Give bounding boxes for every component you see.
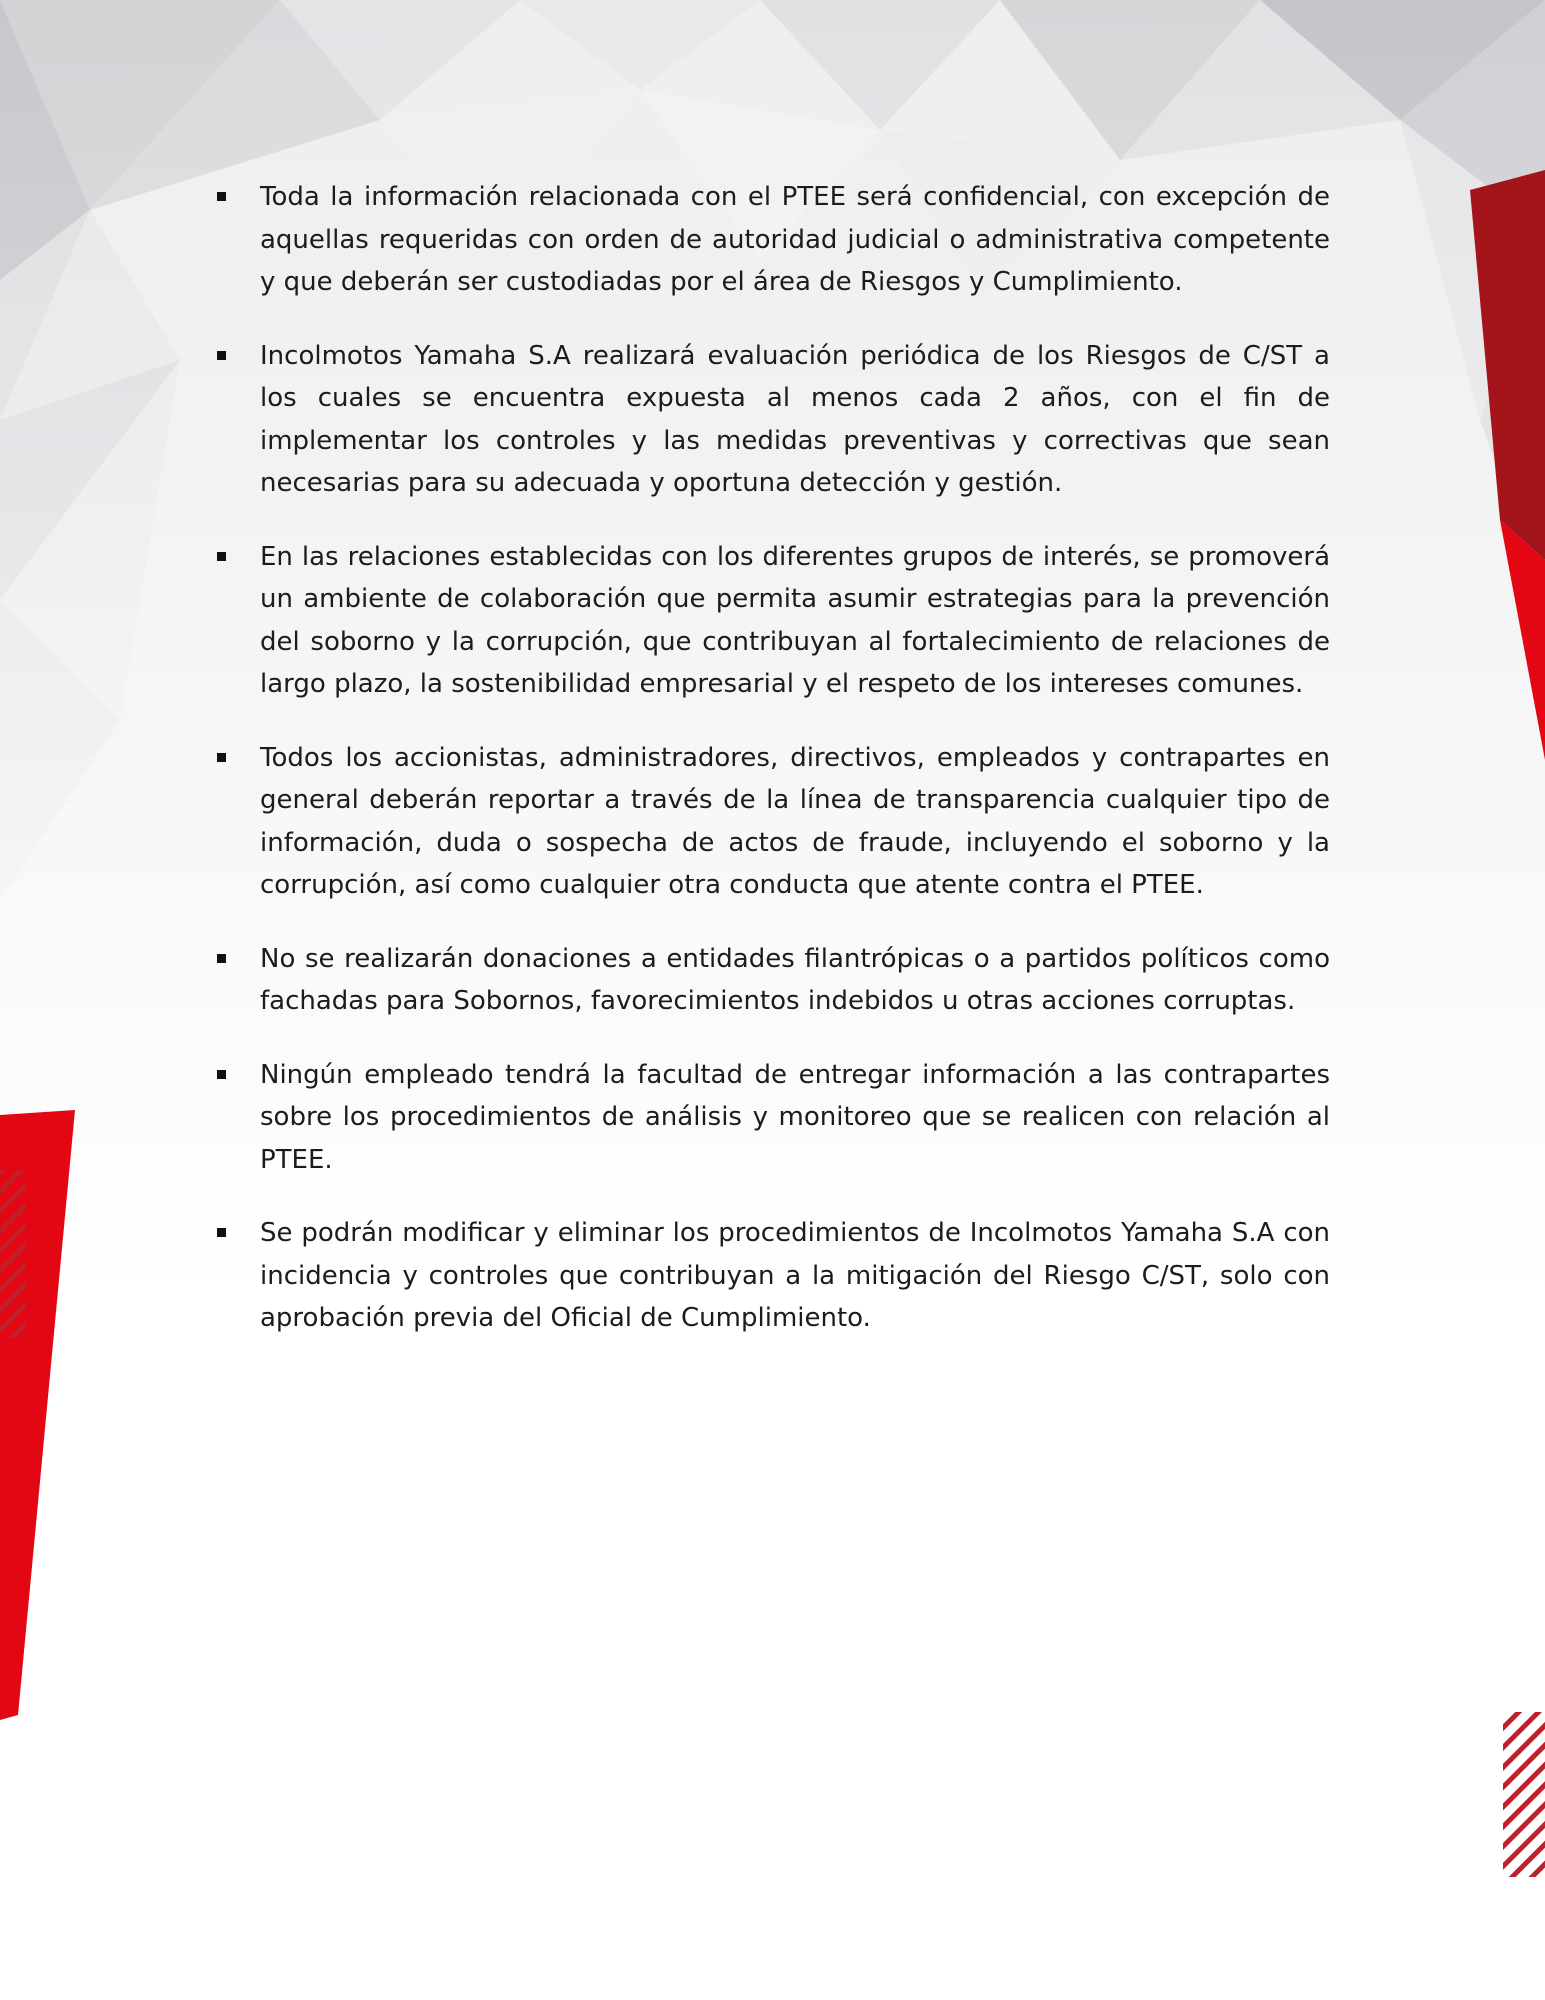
policy-bullet-list — [200, 176, 1330, 1340]
bullet-text: Incolmotos Yamaha S.A realizará evaluación periódica de los Riesgos de C/ST a los cuales se encuentra expuesta al menos cada 2 años, con el fin de implementar los controles y las medidas preventivas y correctivas que sean necesarias para su adecuada y oportuna detección y gestión. — [260, 340, 1330, 498]
list-item — [200, 335, 1330, 505]
right-striped-block — [1503, 1712, 1545, 1877]
bullet-text: No se realizarán donaciones a entidades filantrópicas o a partidos políticos como fachadas para Sobornos, favorecimientos indebidos u otras acciones corruptas. — [260, 943, 1330, 1016]
list-item — [200, 176, 1330, 304]
bullet-text: Todos los accionistas, administradores, directivos, empleados y contrapartes en general deberán reportar a través de la línea de transparencia cualquier tipo de información, duda o sospecha de actos de fraude, incluyendo el soborno y la corrupción, así como cualquier otra conducta que atente contra el PTEE. — [260, 742, 1330, 900]
list-item — [200, 536, 1330, 706]
bullet-text: Se podrán modificar y eliminar los procedimientos de Incolmotos Yamaha S.A con incidencia y controles que contribuyan a la mitigación del Riesgo C/ST, solo con aprobación previa del Oficial de Cumplimiento. — [260, 1218, 1330, 1333]
bullet-text: En las relaciones establecidas con los diferentes grupos de interés, se promoverá un ambiente de colaboración que permita asumir estrategias para la prevención del soborno y la corrupción, que contribuyan al fortalecimiento de relaciones de largo plazo, la sostenibilidad empresarial y el respeto de los intereses comunes. — [260, 541, 1330, 699]
square-bullet-icon — [217, 351, 226, 360]
bullet-text: Toda la información relacionada con el PTEE será confidencial, con excepción de aquellas requeridas con orden de autoridad judicial o administrativa competente y que deberán ser custodiadas por el área de Riesgos y Cumplimiento. — [260, 182, 1330, 297]
list-item — [200, 1054, 1330, 1182]
left-red-band — [0, 1110, 75, 1720]
square-bullet-icon — [217, 753, 226, 762]
square-bullet-icon — [217, 954, 226, 963]
square-bullet-icon — [217, 1070, 226, 1079]
bullet-text: Ningún empleado tendrá la facultad de entregar información a las contrapartes sobre los procedimientos de análisis y monitoreo que se realicen con relación al PTEE. — [260, 1059, 1330, 1175]
list-item — [200, 938, 1330, 1023]
square-bullet-icon — [217, 552, 226, 561]
square-bullet-icon — [217, 192, 226, 201]
square-bullet-icon — [217, 1228, 226, 1237]
list-item — [200, 737, 1330, 907]
policy-content — [200, 176, 1330, 1371]
list-item — [200, 1212, 1330, 1340]
